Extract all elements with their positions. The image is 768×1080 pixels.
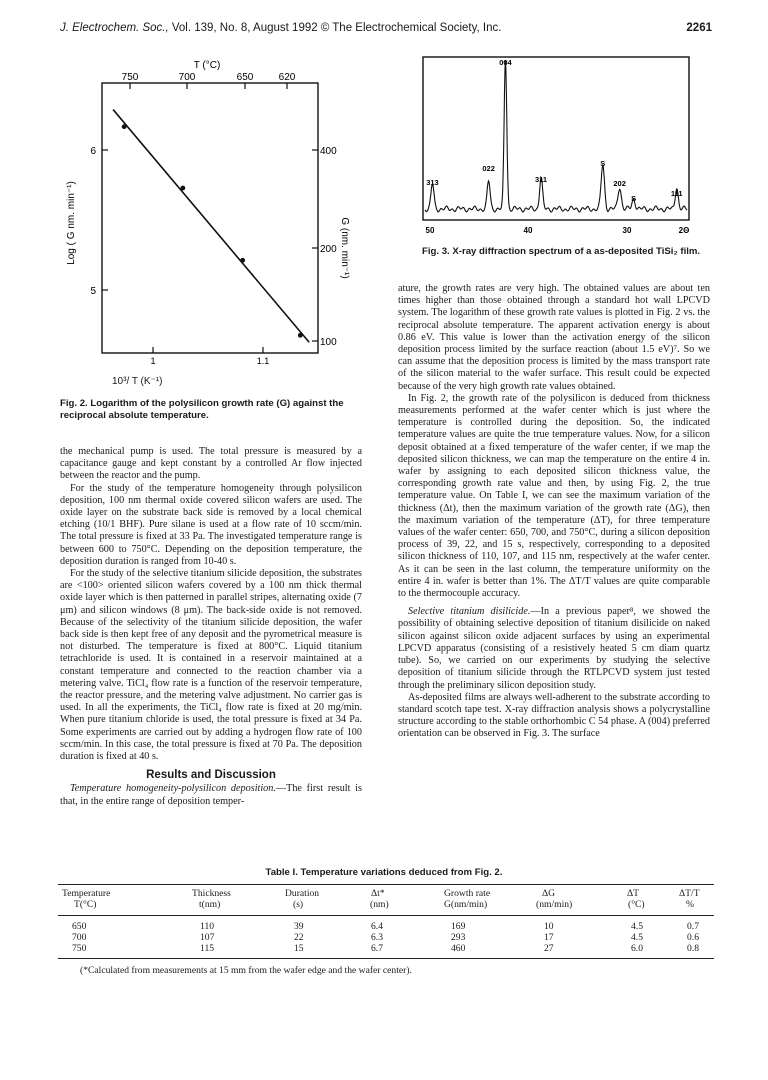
header-cell: Δt*	[371, 888, 385, 899]
peak-label: S	[600, 159, 606, 168]
table-cell: 750	[72, 943, 87, 954]
data-points	[122, 124, 303, 337]
plot-frame	[423, 57, 689, 220]
data-point	[180, 186, 185, 191]
left-column-text	[60, 446, 362, 808]
table-cell: 6.0	[631, 943, 643, 954]
table-cell: 4.5	[631, 921, 643, 932]
right-tick-label: 100	[320, 337, 337, 348]
citation-text: Vol. 139, No. 8, August 1992 © The Electrochemical Society, Inc.	[168, 22, 502, 34]
subsection-title: Temperature homogeneity-polysilicon deposition.	[70, 783, 276, 795]
caption-label: Fig. 3.	[422, 246, 450, 257]
header-cell: (°C)	[628, 899, 645, 910]
peak-label: 202	[613, 179, 626, 188]
paragraph: As-deposited films are always well-adherent to the substrate according to standard scotch tape test. X-ray diffraction analysis shows a polycrystalline structure according to the stable orthorhombic C 54 phase. A (004) preferred orientation can be observed in Fig. 3. The surface	[398, 691, 710, 740]
left-tick-label: 6	[90, 146, 96, 157]
journal-citation	[60, 22, 501, 34]
top-axis-label: T (°C)	[193, 60, 221, 71]
header-cell: %	[686, 899, 694, 910]
table-cell: 0.6	[687, 932, 699, 943]
table-cell: 460	[451, 943, 466, 954]
header-cell: ΔG	[542, 888, 556, 899]
table-cell: 700	[72, 932, 87, 943]
figure-2-chart	[55, 58, 355, 368]
table-header-row	[58, 888, 714, 899]
figure-3-caption	[422, 246, 722, 258]
journal-name: J. Electrochem. Soc.,	[60, 22, 169, 34]
table-row	[58, 932, 714, 943]
x-tick-label: 50	[425, 226, 435, 235]
table-cell: 6.4	[371, 921, 383, 932]
header-cell: Duration	[285, 888, 320, 899]
plot-frame	[102, 83, 318, 353]
left-tick-label: 5	[90, 286, 96, 297]
table-row	[58, 943, 714, 954]
paragraph	[60, 783, 362, 807]
header-cell: (nm)	[370, 899, 389, 910]
table-header-row	[58, 899, 714, 910]
figure-3-chart	[422, 56, 712, 242]
table-body	[58, 921, 714, 954]
header-cell: Thickness	[192, 888, 231, 899]
paragraph	[398, 606, 710, 691]
right-tick-label: 200	[320, 244, 337, 255]
table-caption: Table I. Temperature variations deduced from Fig. 2.	[265, 867, 503, 878]
table-cell: 169	[451, 921, 466, 932]
fit-line	[113, 110, 309, 343]
table-1	[58, 884, 714, 976]
table-cell: 10	[544, 921, 554, 932]
header-cell: G(nm/min)	[444, 899, 488, 910]
right-column-text	[398, 283, 710, 741]
peak-label: 311	[534, 175, 548, 184]
table-row	[58, 921, 714, 932]
data-point	[298, 333, 303, 338]
table-footnote: (*Calculated from measurements at 15 mm from the wafer edge and the wafer center).	[80, 965, 412, 976]
x-tick-label: 2Θ	[678, 226, 690, 235]
table-cell: 0.7	[687, 921, 699, 932]
paragraph-text: —In a previous paper⁸, we showed the possibility of obtaining selective deposition of titanium disilicide on naked silicon against silicon oxide adjacent surfaces by using an experimental LPCVD apparatus (consisting of a resistively heated 5 cm diam quartz tube). So, we carried on our experiments by studying the selective deposition of titanium silicide through the RTLPCVD system just tested through the preliminary silicon deposition study.	[398, 606, 710, 691]
bottom-tick-label: 1.1	[256, 356, 270, 366]
subsection-title: Selective titanium disilicide.	[408, 606, 531, 618]
caption-text: Logarithm of the polysilicon growth rate (G) against the reciprocal absolute temperature.	[60, 398, 344, 421]
peak-label: 004	[499, 58, 512, 67]
bottom-tick-label: 1	[150, 356, 156, 366]
header-cell: ΔT/T	[679, 888, 700, 899]
data-point	[240, 258, 245, 263]
table-cell: 0.8	[687, 943, 699, 954]
header-cell: (s)	[293, 899, 304, 910]
table-rule	[58, 915, 714, 916]
top-tick-label: 650	[236, 72, 254, 83]
caption-text: X-ray diffraction spectrum of a as-deposited TiSi₂ film.	[449, 246, 701, 257]
caption-label: Fig. 2.	[60, 398, 88, 409]
right-tick-label: 400	[320, 146, 337, 157]
table-cell: 6.3	[371, 932, 383, 943]
paragraph: For the study of the selective titanium silicide deposition, the substrates are <100> oriented silicon wafers covered by a 100 nm thick thermal oxide layer which is then patterned in parallel stripes, alternating oxide (7 μm) and silicon windows (8 μm). The back-side oxide is not removed. Because of the selectivity of the titanium silicide deposition, the wafer back side is then kept free of any deposit and the pyrometrical measure is not disturbed. The temperature is fixed at 800°C. Liquid titanium tetrachloride is used. It is contained in a reservoir maintained at a constant temperature and connected to the reaction chamber via a metering valve. TiCl₄ flow rate is a function of the reservoir temperature, the reactor pressure, and the metering valve adjustment. No carrier gas is used. In all the experiments, the TiCl₄ flow rate is fixed at 20 mg/min. When pure titanium chloride is used, the total pressure is fixed at 34 Pa. Some experiments are carried out by adding a hydrogen flow rate of 100 sccm/min. In this case, the total pressure is fixed at 70 Pa. The deposition duration is fixed at 40 s.	[60, 568, 362, 763]
section-heading: Results and Discussion	[146, 769, 276, 782]
left-axis-label: Log ( G nm. min⁻¹)	[66, 181, 77, 265]
table-rule	[58, 958, 714, 959]
xrd-trace	[425, 60, 687, 212]
top-ticks	[122, 72, 296, 83]
paragraph-text: —The first result is that, in the entire range of deposition temper-	[60, 783, 362, 807]
header-cell: ΔT	[627, 888, 640, 899]
peak-label: S	[631, 194, 637, 203]
table-cell: 22	[294, 932, 304, 943]
table-cell: 107	[200, 932, 215, 943]
top-tick-label: 620	[278, 72, 296, 83]
figure-2-caption	[60, 398, 356, 421]
table-cell: 650	[72, 921, 87, 932]
paragraph: the mechanical pump is used. The total pressure is measured by a capacitance gauge and kept constant by a controlled Ar flow injected between the reactor and the pump.	[60, 446, 362, 482]
header-cell: Temperature	[62, 888, 111, 899]
table-cell: 4.5	[631, 932, 643, 943]
table-cell: 6.7	[371, 943, 383, 954]
table-cell: 39	[294, 921, 304, 932]
running-header	[60, 22, 712, 38]
table-cell: 17	[544, 932, 554, 943]
right-axis-label: G (nm. min⁻¹)	[339, 217, 350, 279]
table-cell: 15	[294, 943, 304, 954]
x-tick-label: 40	[523, 226, 533, 235]
data-point	[122, 124, 127, 129]
page-number: 2261	[686, 22, 712, 34]
table-cell: 27	[544, 943, 554, 954]
table-cell: 110	[200, 921, 215, 932]
top-tick-label: 750	[121, 72, 139, 83]
header-cell: Growth rate	[444, 888, 491, 899]
header-cell: (nm/min)	[536, 899, 573, 910]
table-rule	[58, 884, 714, 885]
x-tick-label: 30	[622, 226, 632, 235]
header-cell: t(nm)	[199, 899, 221, 910]
table-cell: 115	[200, 943, 215, 954]
paragraph: ature, the growth rates are very high. The obtained values are about ten times higher than those obtained through a standard hot wall LPCVD system. The logarithm of these growth rate values is plotted in Fig. 2 vs. the reciprocal absolute temperature. The apparent activation energy is about 0.86 eV. This value is lower than the activation energy of the silicon deposition process limited by the surface reaction (about 1.5 eV)⁷. So we can assume that the deposition process is limited by the mass transport rate of the silicon material to the wafer surface. This result could be expected because of the very high growth rate values obtained.	[398, 283, 710, 392]
peak-label: 313	[426, 178, 439, 187]
bottom-axis-label: 10³/ T (K⁻¹)	[112, 376, 163, 387]
top-tick-label: 700	[178, 72, 196, 83]
paragraph: In Fig. 2, the growth rate of the polysilicon is deduced from thickness measurements performed at the wafer center which is just where the temperature is controlled during the deposition. So, the indicated temperature values are quite the true temperature values. Now, for a silicon deposit obtained at a fixed temperature of the wafer center, if we map the deposited silicon thickness, we can map the temperature on the entire 4 in. wafer by assigning to each deposited silicon thickness value, the corresponding growth rate value and then, by using Fig. 2, the true temperature value. On Table I, we can see the maximum variation of the thickness (Δt), then the maximum variation of the growth rate (ΔG), then the maximum variation of the temperature (ΔT), for three temperature values of the wafer center: 650, 700, and 750°C, during a silicon deposition process of 39, 22, and 15 s, respectively, corresponding to a deposited silicon thickness of 110, 107, and 115 nm, respectively at the wafer center. As it can be seen in the last column, the temperature uniformity on the entire 4 in. wafer is better than 1%. The ΔT/T values are quite comparable to the thermocouple accuracy.	[398, 392, 710, 600]
paragraph: For the study of the temperature homogeneity through polysilicon deposition, 100 nm thermal oxide covered silicon wafers are used. The oxide layer on the substrate back side is removed by a local chemical etching (10/1 BHF). Pure silane is used at a flow rate of 10 sccm/min. The total pressure is fixed at 33 Pa. The investigated temperature range is between 600 to 750°C. Depending on the deposition temperature, the deposition duration is ranged from 10-40 s.	[60, 482, 362, 567]
peak-label: 111	[670, 189, 683, 198]
peak-label: 022	[482, 164, 495, 173]
table-cell: 293	[451, 932, 466, 943]
header-cell: T(°C)	[74, 899, 97, 910]
peak-labels	[426, 58, 682, 203]
